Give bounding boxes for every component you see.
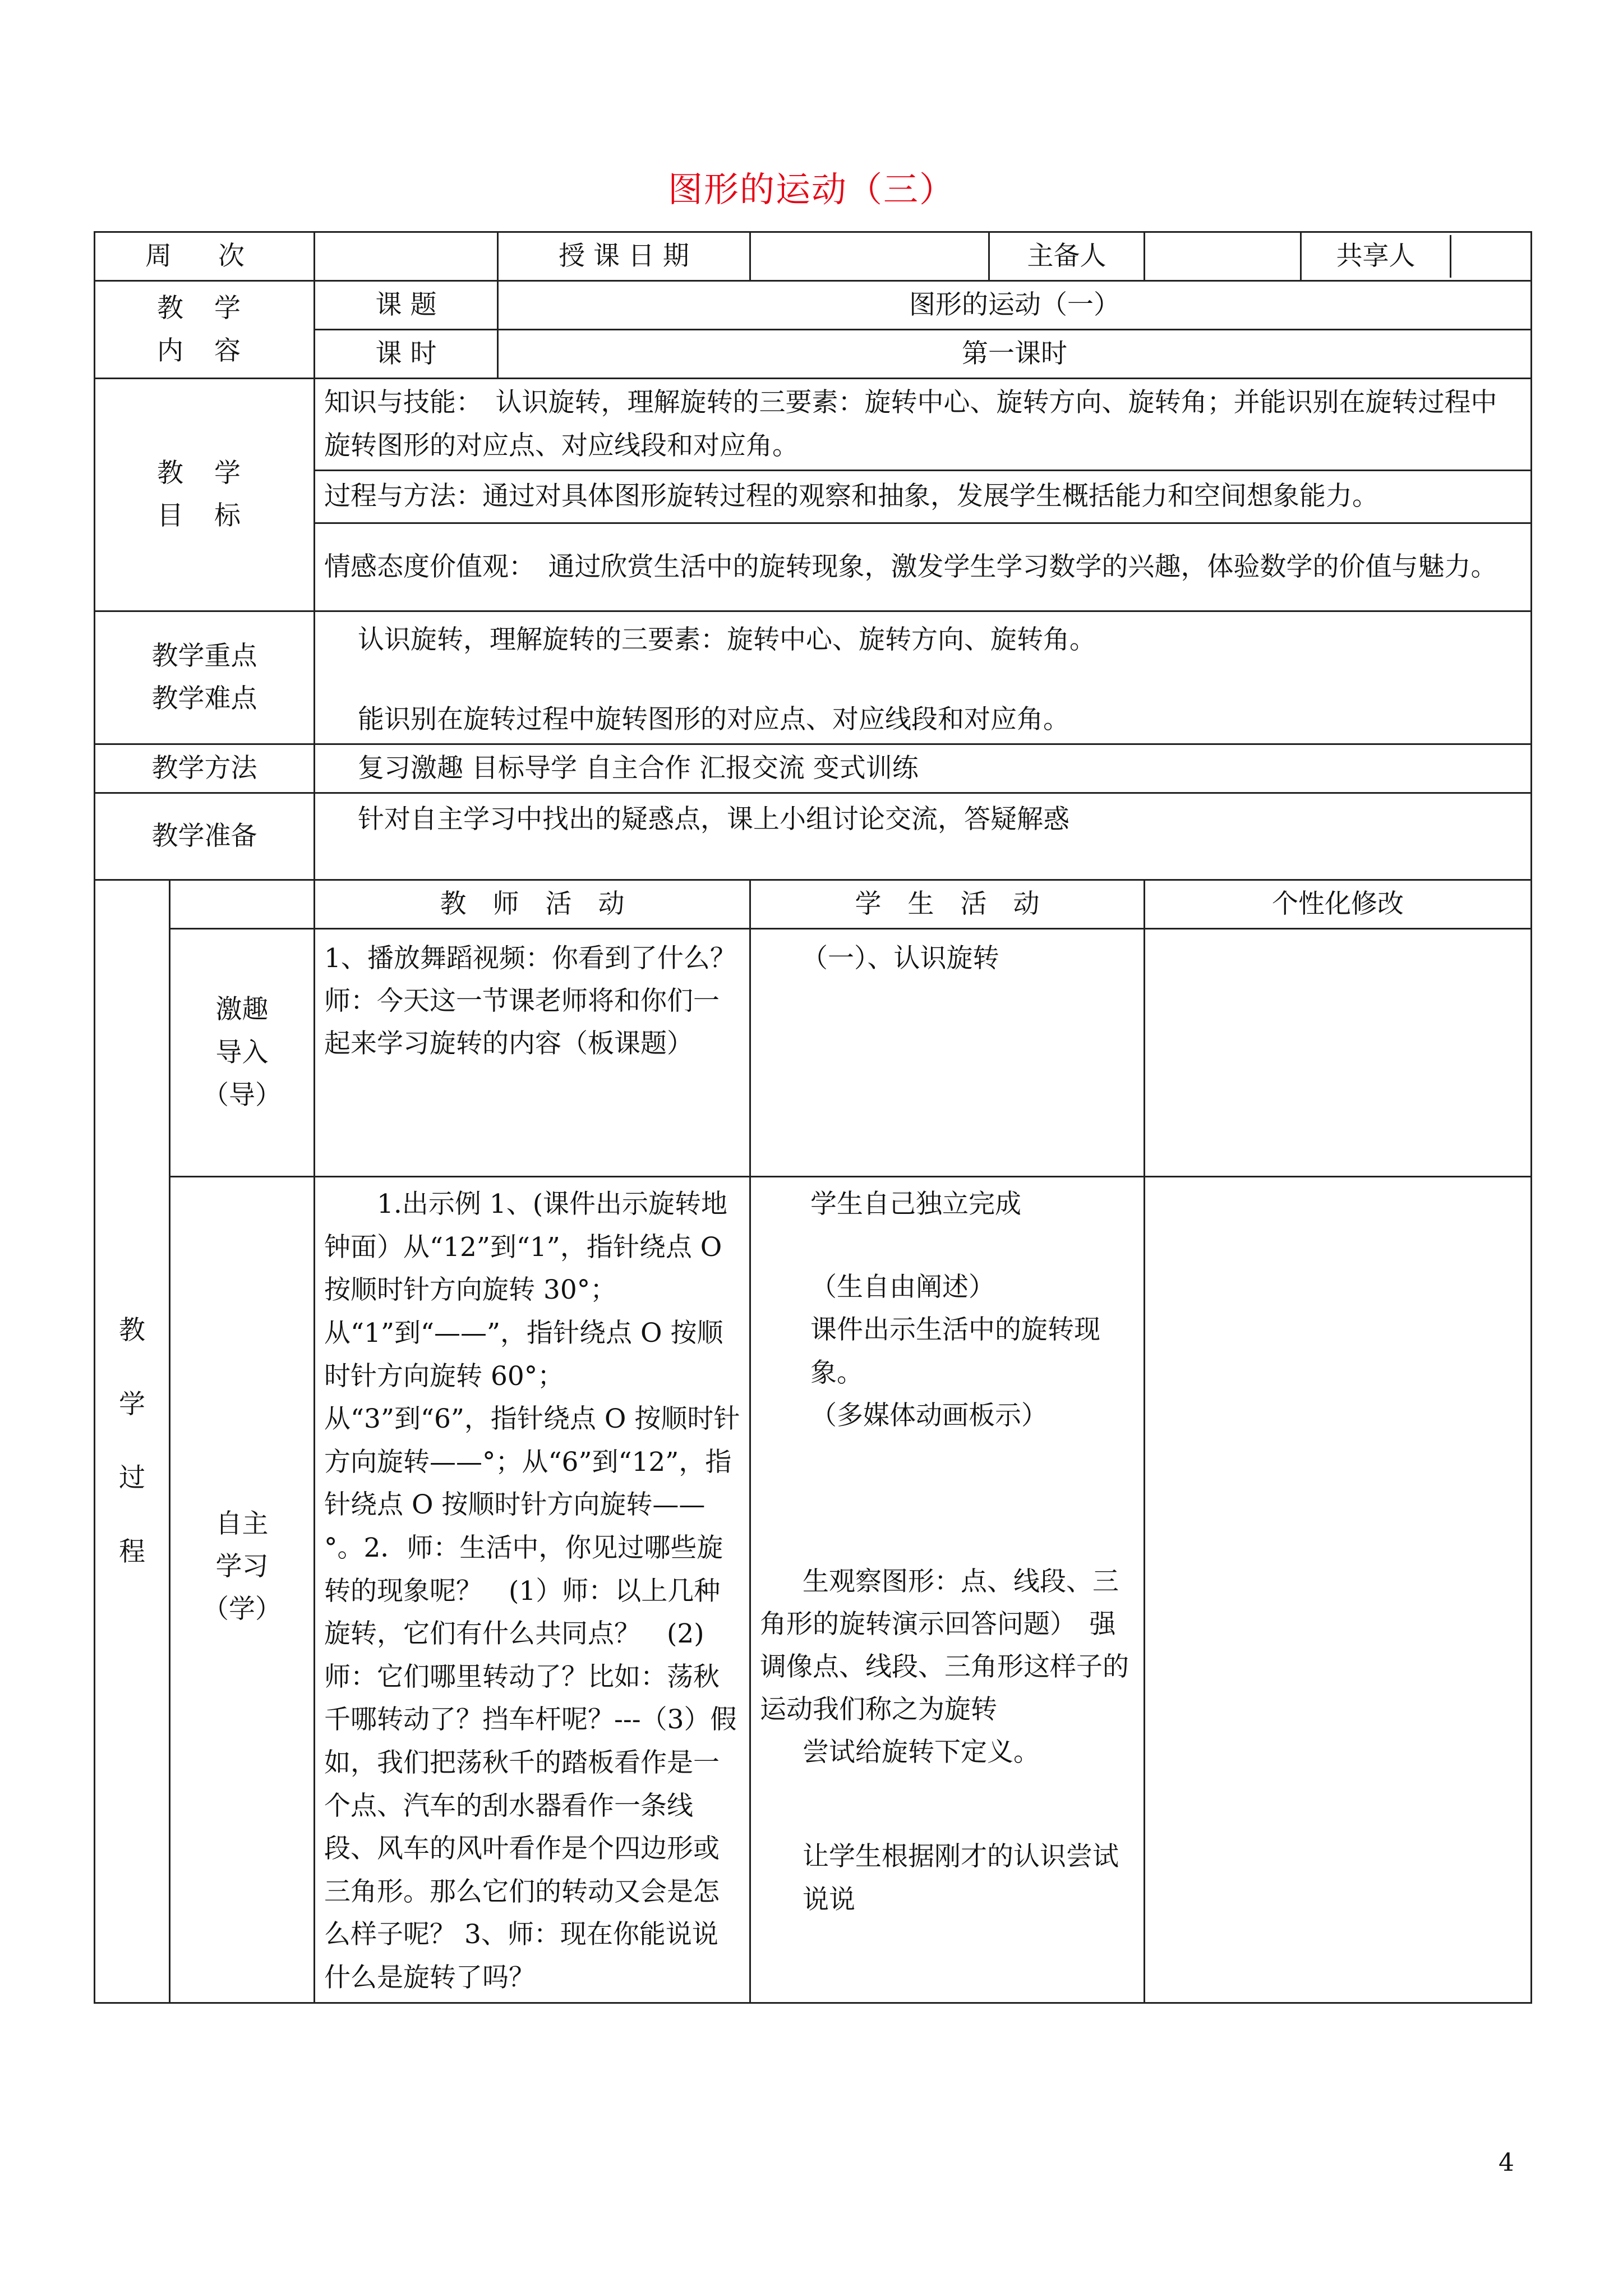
stage1-label: 激趣 导入 （导） [170,929,315,1177]
stage2-custom [1145,1177,1532,2003]
content-label: 教 学 内 容 [95,281,315,379]
stage2-teacher [315,1177,750,2003]
date-value [750,232,989,281]
stage1-student: （一）、认识旋转 [750,929,1145,1177]
preparer-label: 主备人 [989,232,1145,281]
page-number: 4 [1498,2148,1514,2177]
stage2-student [750,1177,1145,2003]
topic-label: 课 题 [315,281,498,330]
week-value [315,232,498,281]
preparer-value [1145,232,1301,281]
key-point-text: 认识旋转，理解旋转的三要素：旋转中心、旋转方向、旋转角。 [358,624,1096,655]
stage2-student-7: 让学生根据刚才的认识尝试说说 [803,1841,1119,1915]
sharer-cell [1301,232,1532,281]
process-label: 教 学 过 程 [95,880,170,2003]
stage1-custom [1145,929,1532,1177]
key-points-label: 教学重点 教学难点 [95,611,315,744]
stage2-student-5: 生观察图形：点、线段、三角形的旋转演示回答问题） 强调像点、线段、三角形这样子的运动我们称之为旋转 [760,1566,1129,1726]
goal-emotion: 情感态度价值观： 通过欣赏生活中的旋转现象，激发学生学习数学的兴趣，体验数学的价值与魅力。 [315,523,1532,611]
goal-knowledge-row [95,379,1532,470]
stage2-student-4: （多媒体动画板示） [810,1400,1048,1431]
stage2-student-6: 尝试给旋转下定义。 [803,1737,1040,1768]
stage1-row [95,929,1532,1177]
date-label: 授 课 日 期 [498,232,750,281]
stage2-student-1: 学生自己独立完成 [810,1189,1022,1220]
method-label: 教学方法 [95,744,315,793]
preparation-row [95,793,1532,880]
goal-process: 过程与方法：通过对具体图形旋转过程的观察和抽象，发展学生概括能力和空间想象能力。 [315,470,1532,523]
goal-knowledge: 知识与技能： 认识旋转，理解旋转的三要素：旋转中心、旋转方向、旋转角；并能识别在旋转过程中旋转图形的对应点、对应线段和对应角。 [315,379,1532,470]
preparation-label: 教学准备 [95,793,315,880]
goals-label: 教 学 目 标 [95,379,315,611]
stage2-student-3: 课件出示生活中的旋转现象。 [810,1314,1101,1388]
stage-column-blank [170,880,315,929]
sharer-value [1451,235,1530,278]
difficult-point-text: 能识别在旋转过程中旋转图形的对应点、对应线段和对应角。 [358,703,1070,735]
stage2-student-2: （生自由阐述） [810,1272,995,1303]
stage2-row [95,1177,1532,2003]
lesson-plan-table [94,231,1532,2004]
custom-column-header: 个性化修改 [1145,880,1532,929]
method-text: 复习激趣 目标导学 自主合作 汇报交流 变式训练 [315,744,1532,793]
topic-value: 图形的运动（一） [498,281,1532,330]
period-label: 课 时 [315,330,498,379]
preparation-text: 针对自主学习中找出的疑惑点，课上小组讨论交流，答疑解惑 [315,793,1532,880]
sharer-label: 共享人 [1302,235,1451,278]
teacher-column-header: 教 师 活 动 [315,880,750,929]
key-points-row [95,611,1532,744]
method-row [95,744,1532,793]
week-label: 周 次 [95,232,315,281]
period-value: 第一课时 [498,330,1532,379]
student-column-header: 学 生 活 动 [750,880,1145,929]
key-points-content [315,611,1532,744]
stage1-teacher: 1、播放舞蹈视频：你看到了什么？师：今天这一节课老师将和你们一起来学习旋转的内容（板课题） [315,929,750,1177]
topic-row [95,281,1532,330]
stage2-teacher-text: 1.出示例 1、(课件出示旋转地钟面）从“12”到“1”，指针绕点 O 按顺时针方向旋转 30°； 从“1”到“——”，指针绕点 O 按顺时针方向旋转 60°； 从“3”到“6”，指针绕点 O 按顺时针方向旋转——°；从“6”到“12”，指针绕点 O 按顺时针方向旋转——°。2．师：生活中，你见过哪些旋转的现象呢？ (1）师：以上几种旋转，它们有什么共同点？ (2)师：它们哪里转动了？比如：荡秋千哪转动了？挡车杆呢？---（3）假如，我们把荡秋千的踏板看作是一个点、汽车的刮水器看作一条线段、风车的风叶看作是个四边形或三角形。那么它们的转动又会是怎么样子呢？ 3、师：现在你能说说什么是旋转了吗？ [324,1189,740,1994]
document-title: 图形的运动（三） [667,169,955,210]
header-row [95,232,1532,281]
stage2-label: 自主 学习 （学） [170,1177,315,2003]
process-header-row [95,880,1532,929]
